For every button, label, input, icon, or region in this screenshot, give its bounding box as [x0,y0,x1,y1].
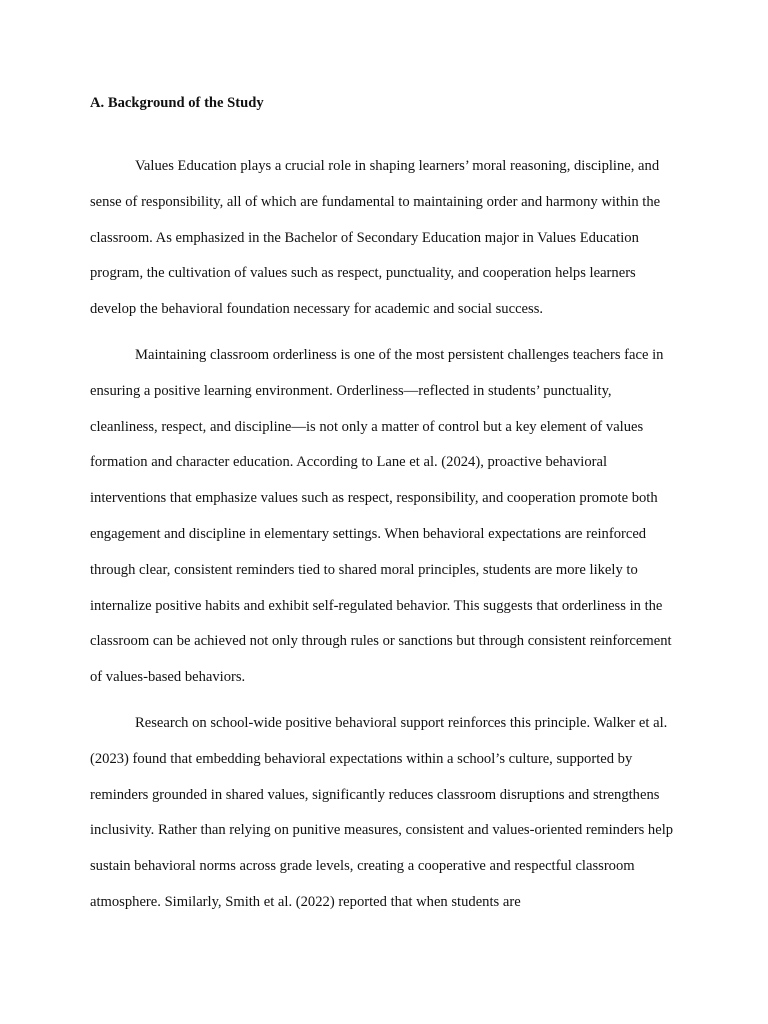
document-body [90,91,682,931]
paragraph-values-education: Values Education plays a crucial role in shaping learners’ moral reasoning, discipline, and sense of responsibility, all of which are fundamental to maintaining order and harmony within the classroom. As emphasized in the Bachelor of Secondary Education major in Values Education program, the cultivation of values such as respect, punctuality, and cooperation helps learners develop the behavioral foundation necessary for academic and social success. [90,158,661,318]
paragraph-positive-behavioral-support: Research on school-wide positive behavioral support reinforces this principle. Walker et al. (2023) found that embedding behavioral expectations within a school’s culture, supported by reminders grounded in shared values, significantly reduces classroom disruptions and strengthens inclusivity. Rather than relying on punitive measures, consistent and values-oriented reminders help sustain behavioral norms across grade levels, creating a cooperative and respectful classroom atmosphere. Similarly, Smith et al. (2022) reported that when students are [90,714,674,910]
paragraph-classroom-orderliness: Maintaining classroom orderliness is one of the most persistent challenges teachers face in ensuring a positive learning environment. Orderliness—reflected in students’ punctuality, cleanliness, respect, and discipline—is not only a matter of control but a key element of values formation and character education. According to Lane et al. (2024), proactive behavioral interventions that emphasize values such as respect, responsibility, and cooperation promote both engagement and discipline in elementary settings. When behavioral expectations are reinforced through clear, consistent reminders tied to shared moral principles, students are more likely to internalize positive habits and exhibit self-regulated behavior. This suggests that orderliness in the classroom can be achieved not only through rules or sanctions but through consistent reinforcement of values-based behaviors. [90,346,672,686]
section-heading: A. Background of the Study [90,95,264,111]
